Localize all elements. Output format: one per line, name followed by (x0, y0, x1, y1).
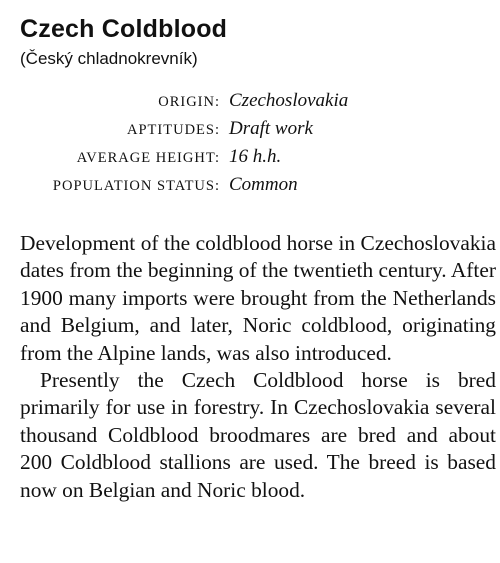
breed-native-name: (Český chladnokrevník) (20, 49, 198, 68)
fact-label: APTITUDES: (127, 122, 220, 138)
description-paragraph: Presently the Czech Coldblood horse is bred primarily for use in forestry. In Czechoslovakia several thousand Coldblood broodmares are bred and about 200 Coldblood stallions are used. The breed is based now on Belgian and Noric blood. (20, 368, 496, 502)
fact-value: Czechoslovakia (229, 90, 349, 111)
fact-label: ORIGIN: (158, 94, 220, 110)
breed-title: Czech Coldblood (20, 15, 228, 43)
breed-description (20, 230, 496, 504)
fact-population-status (0, 172, 500, 200)
fact-average-height (0, 144, 500, 172)
fact-origin (0, 88, 500, 116)
fact-aptitudes (0, 116, 500, 144)
fact-label: AVERAGE HEIGHT: (76, 150, 220, 166)
fact-value: Common (229, 174, 298, 195)
fact-value: Draft work (229, 118, 313, 139)
fact-label: POPULATION STATUS: (52, 178, 220, 194)
breed-facts (0, 88, 500, 200)
fact-value: 16 h.h. (229, 146, 282, 167)
description-paragraph: Development of the coldblood horse in Czechoslovakia dates from the beginning of the twentieth century. After 1900 many imports were brought from the Netherlands and Belgium, and later, Noric coldblood, originating from the Alpine lands, was also introduced. (20, 231, 496, 365)
